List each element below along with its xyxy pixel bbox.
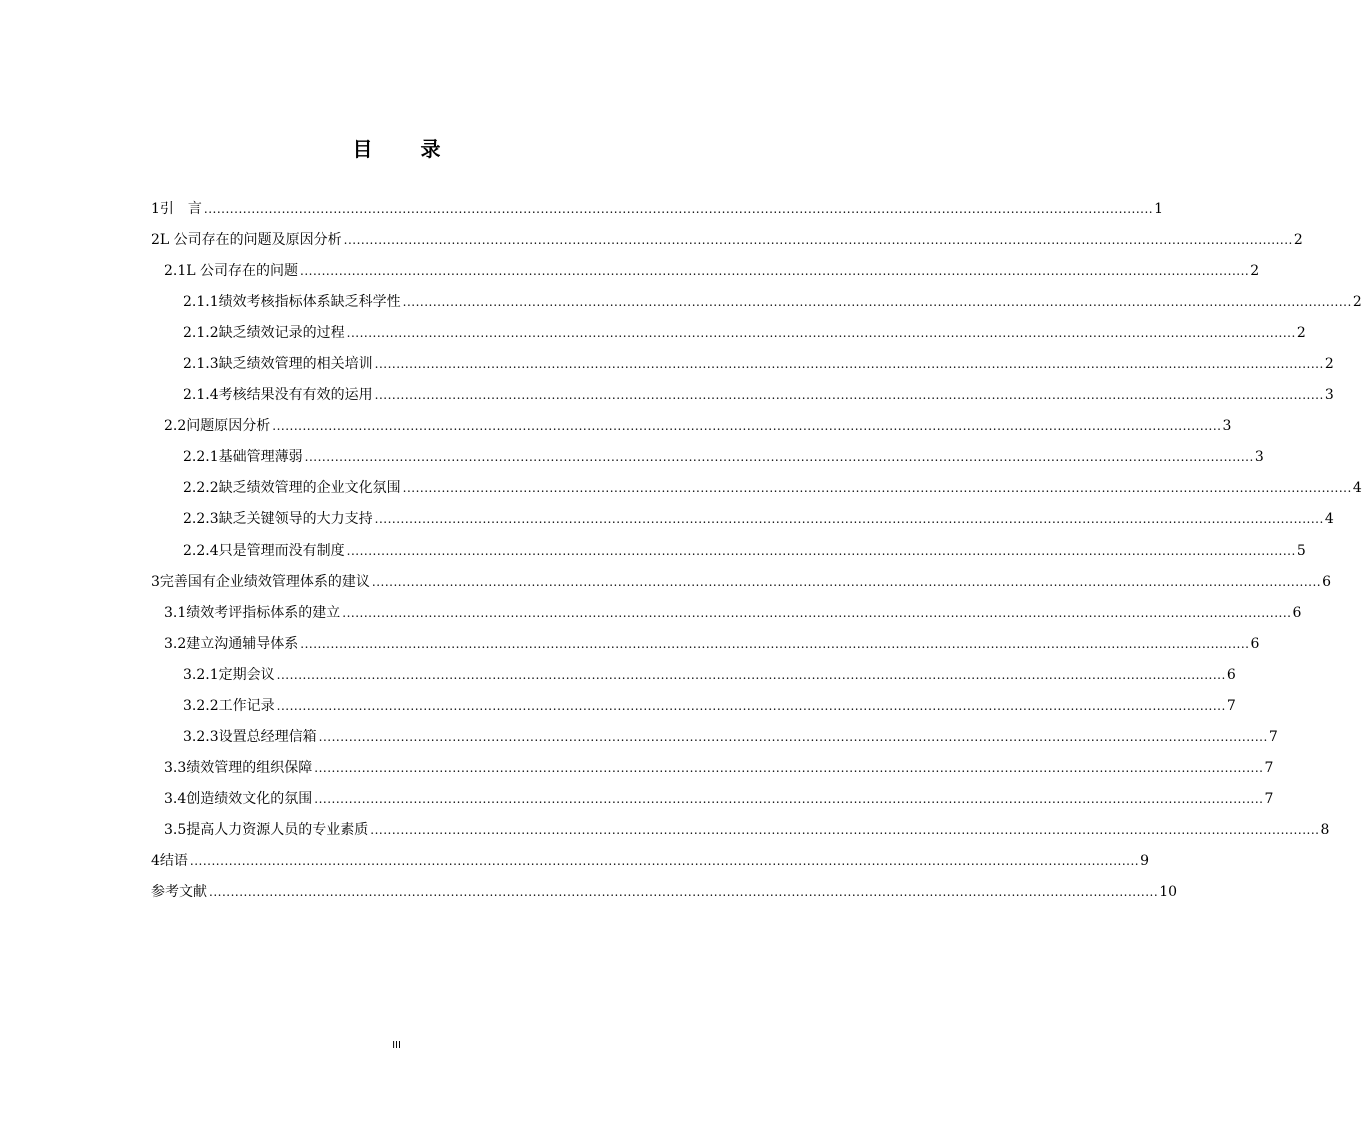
toc-dot-leader: ............................................................................................................................................................................................................................ [276, 698, 1226, 713]
toc-entry[interactable] [151, 353, 1334, 384]
toc-entry-title: 工作记录 [218, 697, 275, 714]
toc-entry-number: 2.1 [164, 263, 187, 280]
toc-dot-leader: ............................................................................................................................................................................................................................ [371, 574, 1322, 589]
toc-entry[interactable] [151, 602, 1302, 633]
toc-entry[interactable] [151, 726, 1278, 757]
toc-entry-number: 3.4 [164, 790, 187, 807]
toc-entry-title: 缺乏关键领导的大力支持 [218, 511, 373, 528]
toc-entry-title: 参考文献 [151, 884, 207, 901]
toc-dot-leader: ............................................................................................................................................................................................................................ [276, 667, 1226, 682]
toc-entry-title: 引 言 [159, 201, 202, 217]
toc-entry-page: 2 [1293, 232, 1303, 249]
toc-entry-number: 3.3 [164, 759, 187, 776]
toc-entry[interactable] [151, 291, 1362, 322]
toc-entry-number: 2.2.3 [183, 511, 219, 528]
toc-entry[interactable] [151, 881, 1178, 912]
toc-entry[interactable] [151, 819, 1330, 850]
toc-entry-title: 设置总经理信箱 [218, 728, 317, 745]
toc-dot-leader: ............................................................................................................................................................................................................................ [374, 357, 1324, 372]
toc-entry[interactable] [151, 198, 1164, 229]
toc-entry-page: 2 [1324, 356, 1334, 373]
toc-dot-leader: ............................................................................................................................................................................................................................ [374, 388, 1324, 403]
toc-entry[interactable] [151, 384, 1334, 415]
toc-entry[interactable] [151, 664, 1236, 695]
toc-dot-leader: ............................................................................................................................................................................................................................ [342, 605, 1292, 620]
toc-dot-leader: ............................................................................................................................................................................................................................ [346, 326, 1296, 341]
toc-entry-title: 建立沟通辅导体系 [186, 635, 299, 652]
toc-entry-title: 缺乏绩效记录的过程 [218, 325, 345, 342]
toc-dot-leader: ............................................................................................................................................................................................................................ [209, 885, 1159, 900]
toc-entry-page: 9 [1140, 852, 1150, 869]
toc-entry-title: 考核结果没有有效的运用 [218, 387, 373, 404]
toc-entry[interactable] [151, 540, 1306, 571]
toc-entry[interactable] [151, 260, 1260, 291]
table-of-contents [151, 198, 1362, 912]
toc-entry[interactable] [151, 788, 1274, 819]
toc-entry-title: 基础管理薄弱 [218, 449, 303, 466]
toc-entry-number: 2.2 [164, 418, 187, 435]
toc-entry-number: 2.2.1 [183, 449, 219, 466]
toc-entry-title: 绩效考评指标体系的建立 [186, 604, 341, 621]
toc-dot-leader: ............................................................................................................................................................................................................................ [402, 481, 1352, 496]
toc-entry-page: 6 [1250, 635, 1260, 652]
toc-dot-leader: ............................................................................................................................................................................................................................ [343, 233, 1293, 248]
toc-dot-leader: ............................................................................................................................................................................................................................ [318, 729, 1268, 744]
toc-dot-leader: ............................................................................................................................................................................................................................ [346, 543, 1296, 558]
toc-entry-page: 2 [1250, 263, 1260, 280]
toc-entry-number: 3 [151, 573, 160, 590]
toc-dot-leader: ............................................................................................................................................................................................................................ [189, 853, 1140, 868]
toc-entry-page: 6 [1292, 604, 1302, 621]
toc-dot-leader: ............................................................................................................................................................................................................................ [300, 636, 1250, 651]
toc-entry-title: 缺乏绩效管理的企业文化氛围 [218, 480, 401, 497]
toc-dot-leader: ............................................................................................................................................................................................................................ [374, 512, 1324, 527]
toc-entry-number: 1 [151, 201, 160, 217]
toc-entry-page: 3 [1254, 449, 1264, 466]
toc-entry-number: 3.5 [164, 821, 187, 838]
toc-entry-page: 7 [1264, 790, 1274, 807]
toc-dot-leader: ............................................................................................................................................................................................................................ [370, 822, 1320, 837]
toc-entry-title: 只是管理而没有制度 [218, 542, 345, 559]
toc-dot-leader: ............................................................................................................................................................................................................................ [300, 264, 1250, 279]
toc-entry[interactable] [151, 633, 1260, 664]
toc-entry-page: 2 [1296, 325, 1306, 342]
toc-entry-title: L 公司存在的问题及原因分析 [159, 232, 342, 249]
toc-entry[interactable] [151, 322, 1306, 353]
toc-entry-number: 3.2 [164, 635, 187, 652]
toc-entry-number: 2 [151, 232, 160, 249]
toc-entry-page: 8 [1320, 821, 1330, 838]
toc-entry[interactable] [151, 508, 1334, 539]
toc-entry-page: 5 [1296, 542, 1306, 559]
toc-entry-title: 创造绩效文化的氛围 [186, 790, 313, 807]
toc-entry-title: 绩效考核指标体系缺乏科学性 [218, 294, 401, 311]
toc-entry-number: 3.2.1 [183, 666, 219, 683]
toc-entry-page: 7 [1264, 759, 1274, 776]
toc-entry[interactable] [151, 757, 1274, 788]
toc-dot-leader: ............................................................................................................................................................................................................................ [314, 760, 1264, 775]
toc-entry-page: 6 [1226, 666, 1236, 683]
toc-dot-leader: ............................................................................................................................................................................................................................ [304, 450, 1254, 465]
page-title: 目 录 [352, 137, 455, 161]
toc-entry-page: 7 [1226, 697, 1236, 714]
toc-entry-title: 问题原因分析 [186, 418, 271, 435]
toc-entry-page: 4 [1352, 480, 1362, 497]
toc-dot-leader: ............................................................................................................................................................................................................................ [203, 202, 1154, 216]
toc-entry-page: 2 [1352, 294, 1362, 311]
toc-entry-title: 绩效管理的组织保障 [186, 759, 313, 776]
toc-entry-page: 1 [1154, 201, 1164, 217]
toc-entry-title: 完善国有企业绩效管理体系的建议 [159, 573, 370, 590]
toc-entry[interactable] [151, 446, 1264, 477]
toc-dot-leader: ............................................................................................................................................................................................................................ [272, 419, 1222, 434]
toc-entry-title: L 公司存在的问题 [186, 263, 299, 280]
toc-entry-page: 3 [1222, 418, 1232, 435]
toc-entry[interactable] [151, 415, 1232, 446]
toc-entry[interactable] [151, 695, 1236, 726]
toc-entry[interactable] [151, 850, 1150, 881]
toc-entry-number: 2.1.3 [183, 356, 219, 373]
toc-entry[interactable] [151, 571, 1332, 602]
toc-entry-page: 7 [1268, 728, 1278, 745]
toc-entry-title: 结语 [159, 852, 188, 869]
toc-entry-number: 2.1.1 [183, 294, 219, 311]
toc-entry[interactable] [151, 229, 1303, 260]
toc-dot-leader: ............................................................................................................................................................................................................................ [402, 295, 1352, 310]
toc-entry-number: 3.2.2 [183, 697, 219, 714]
toc-entry-number: 4 [151, 852, 160, 869]
toc-entry-page: 6 [1322, 573, 1332, 590]
toc-entry-number: 2.1.2 [183, 325, 219, 342]
toc-entry-title: 提高人力资源人员的专业素质 [186, 821, 369, 838]
toc-entry-number: 2.2.2 [183, 480, 219, 497]
page-number: III [392, 1040, 401, 1051]
toc-entry-number: 3.2.3 [183, 728, 219, 745]
toc-entry-number: 2.2.4 [183, 542, 219, 559]
toc-entry-page: 4 [1324, 511, 1334, 528]
toc-entry-page: 3 [1324, 387, 1334, 404]
toc-entry-title: 缺乏绩效管理的相关培训 [218, 356, 373, 373]
toc-entry[interactable] [151, 477, 1362, 508]
toc-dot-leader: ............................................................................................................................................................................................................................ [314, 791, 1264, 806]
toc-entry-number: 3.1 [164, 604, 187, 621]
toc-entry-title: 定期会议 [218, 666, 275, 683]
toc-entry-number: 2.1.4 [183, 387, 219, 404]
toc-entry-page: 10 [1159, 884, 1178, 901]
